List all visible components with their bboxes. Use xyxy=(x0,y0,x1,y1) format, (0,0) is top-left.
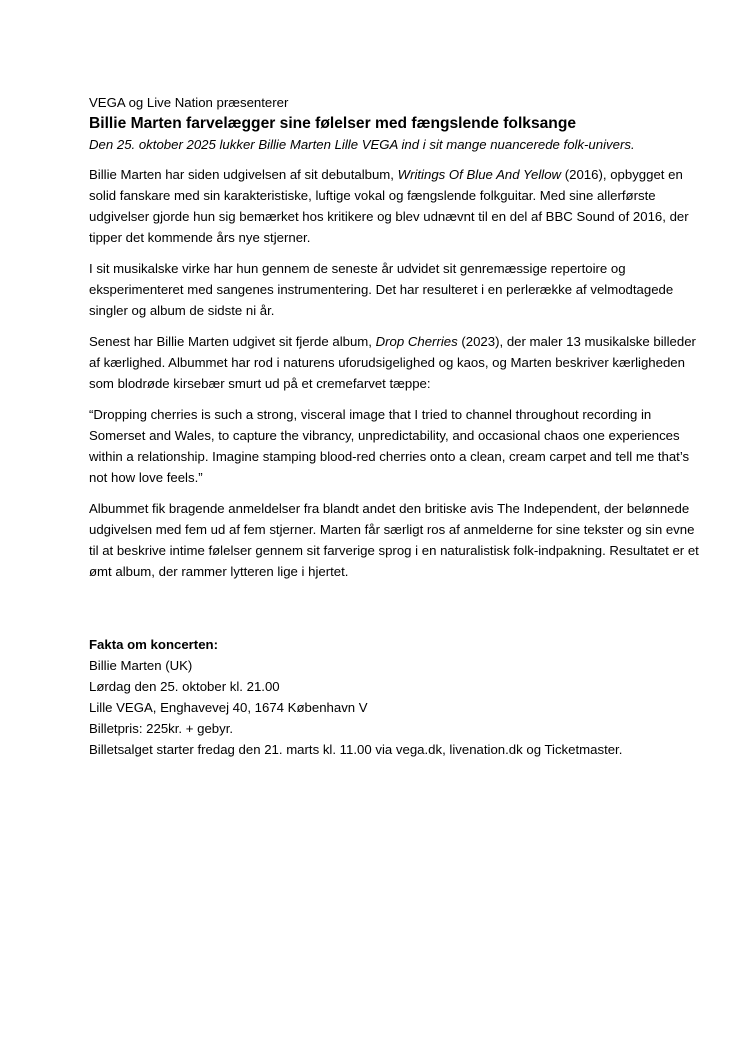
concert-facts xyxy=(89,634,706,760)
facts-ticket-sale: Billetsalget starter fredag den 21. marts kl. 11.00 via vega.dk, livenation.dk og Ticketmaster. xyxy=(89,742,623,757)
paragraph-reviews: Albummet fik bragende anmeldelser fra blandt andet den britiske avis The Independent, der belønnede udgivelsen med fem ud af fem stjerner. Marten får særligt ros af anmelderne for sine tekster og sin evne til at beskrive intime følelser gennem sit farverige sprog i en naturalistisk folk-indpakning. Resultatet er et ømt album, der rammer lytteren lige i hjertet. xyxy=(89,501,699,579)
kicker: VEGA og Live Nation præsenterer xyxy=(89,95,289,110)
headline: Billie Marten farvelægger sine følelser med fængslende folksange xyxy=(89,115,577,132)
paragraph-latest-album xyxy=(89,331,706,394)
facts-price: Billetpris: 225kr. + gebyr. xyxy=(89,721,234,736)
artist-quote: “Dropping cherries is such a strong, visceral image that I tried to channel throughout recording in Somerset and Wales, to capture the vibrancy, unpredictability, and occasional chaos one experiences within a relationship. Imagine stamping blood-red cherries onto a clean, cream carpet and tell me that’s not how love feels.” xyxy=(89,407,690,485)
paragraph-debut xyxy=(89,164,706,248)
facts-venue: Lille VEGA, Enghavevej 40, 1674 København V xyxy=(89,700,368,715)
facts-date: Lørdag den 25. oktober kl. 21.00 xyxy=(89,679,280,694)
paragraph-repertoire: I sit musikalske virke har hun gennem de seneste år udvidet sit genremæssige repertoire og eksperimenteret med sangenes instrumentering. Det har resulteret i en perlerække af velmodtagede singler og album de sidste ni år. xyxy=(89,261,674,318)
paragraph-latest-text-b: (2023), der maler 13 musikalske billeder af kærlighed. Albummet har rod i naturens uforudsigelighed og kaos, og Marten beskriver kærligheden som blodrøde kirsebær smurt ud på et cremefarvet tæppe: xyxy=(89,334,696,391)
album-title-debut: Writings Of Blue And Yellow xyxy=(397,167,562,182)
album-title-latest: Drop Cherries xyxy=(375,334,458,349)
paragraph-debut-text-a: Billie Marten har siden udgivelsen af sit debutalbum, xyxy=(89,167,398,182)
paragraph-debut-text-b: (2016), opbygget en solid fanskare med sin karakteristiske, luftige vokal og fængslende folkguitar. Med sine allerførste udgivelser gjorde hun sig bemærket hos kritikere og blev udnævnt til en del af BBC Sound of 2016, der tipper det kommende års nye stjerner. xyxy=(89,167,689,245)
lead-paragraph: Den 25. oktober 2025 lukker Billie Marten Lille VEGA ind i sit mange nuancerede folk-univers. xyxy=(89,137,635,152)
facts-heading: Fakta om koncerten: xyxy=(89,637,218,652)
facts-artist: Billie Marten (UK) xyxy=(89,658,193,673)
paragraph-latest-text-a: Senest har Billie Marten udgivet sit fjerde album, xyxy=(89,334,376,349)
